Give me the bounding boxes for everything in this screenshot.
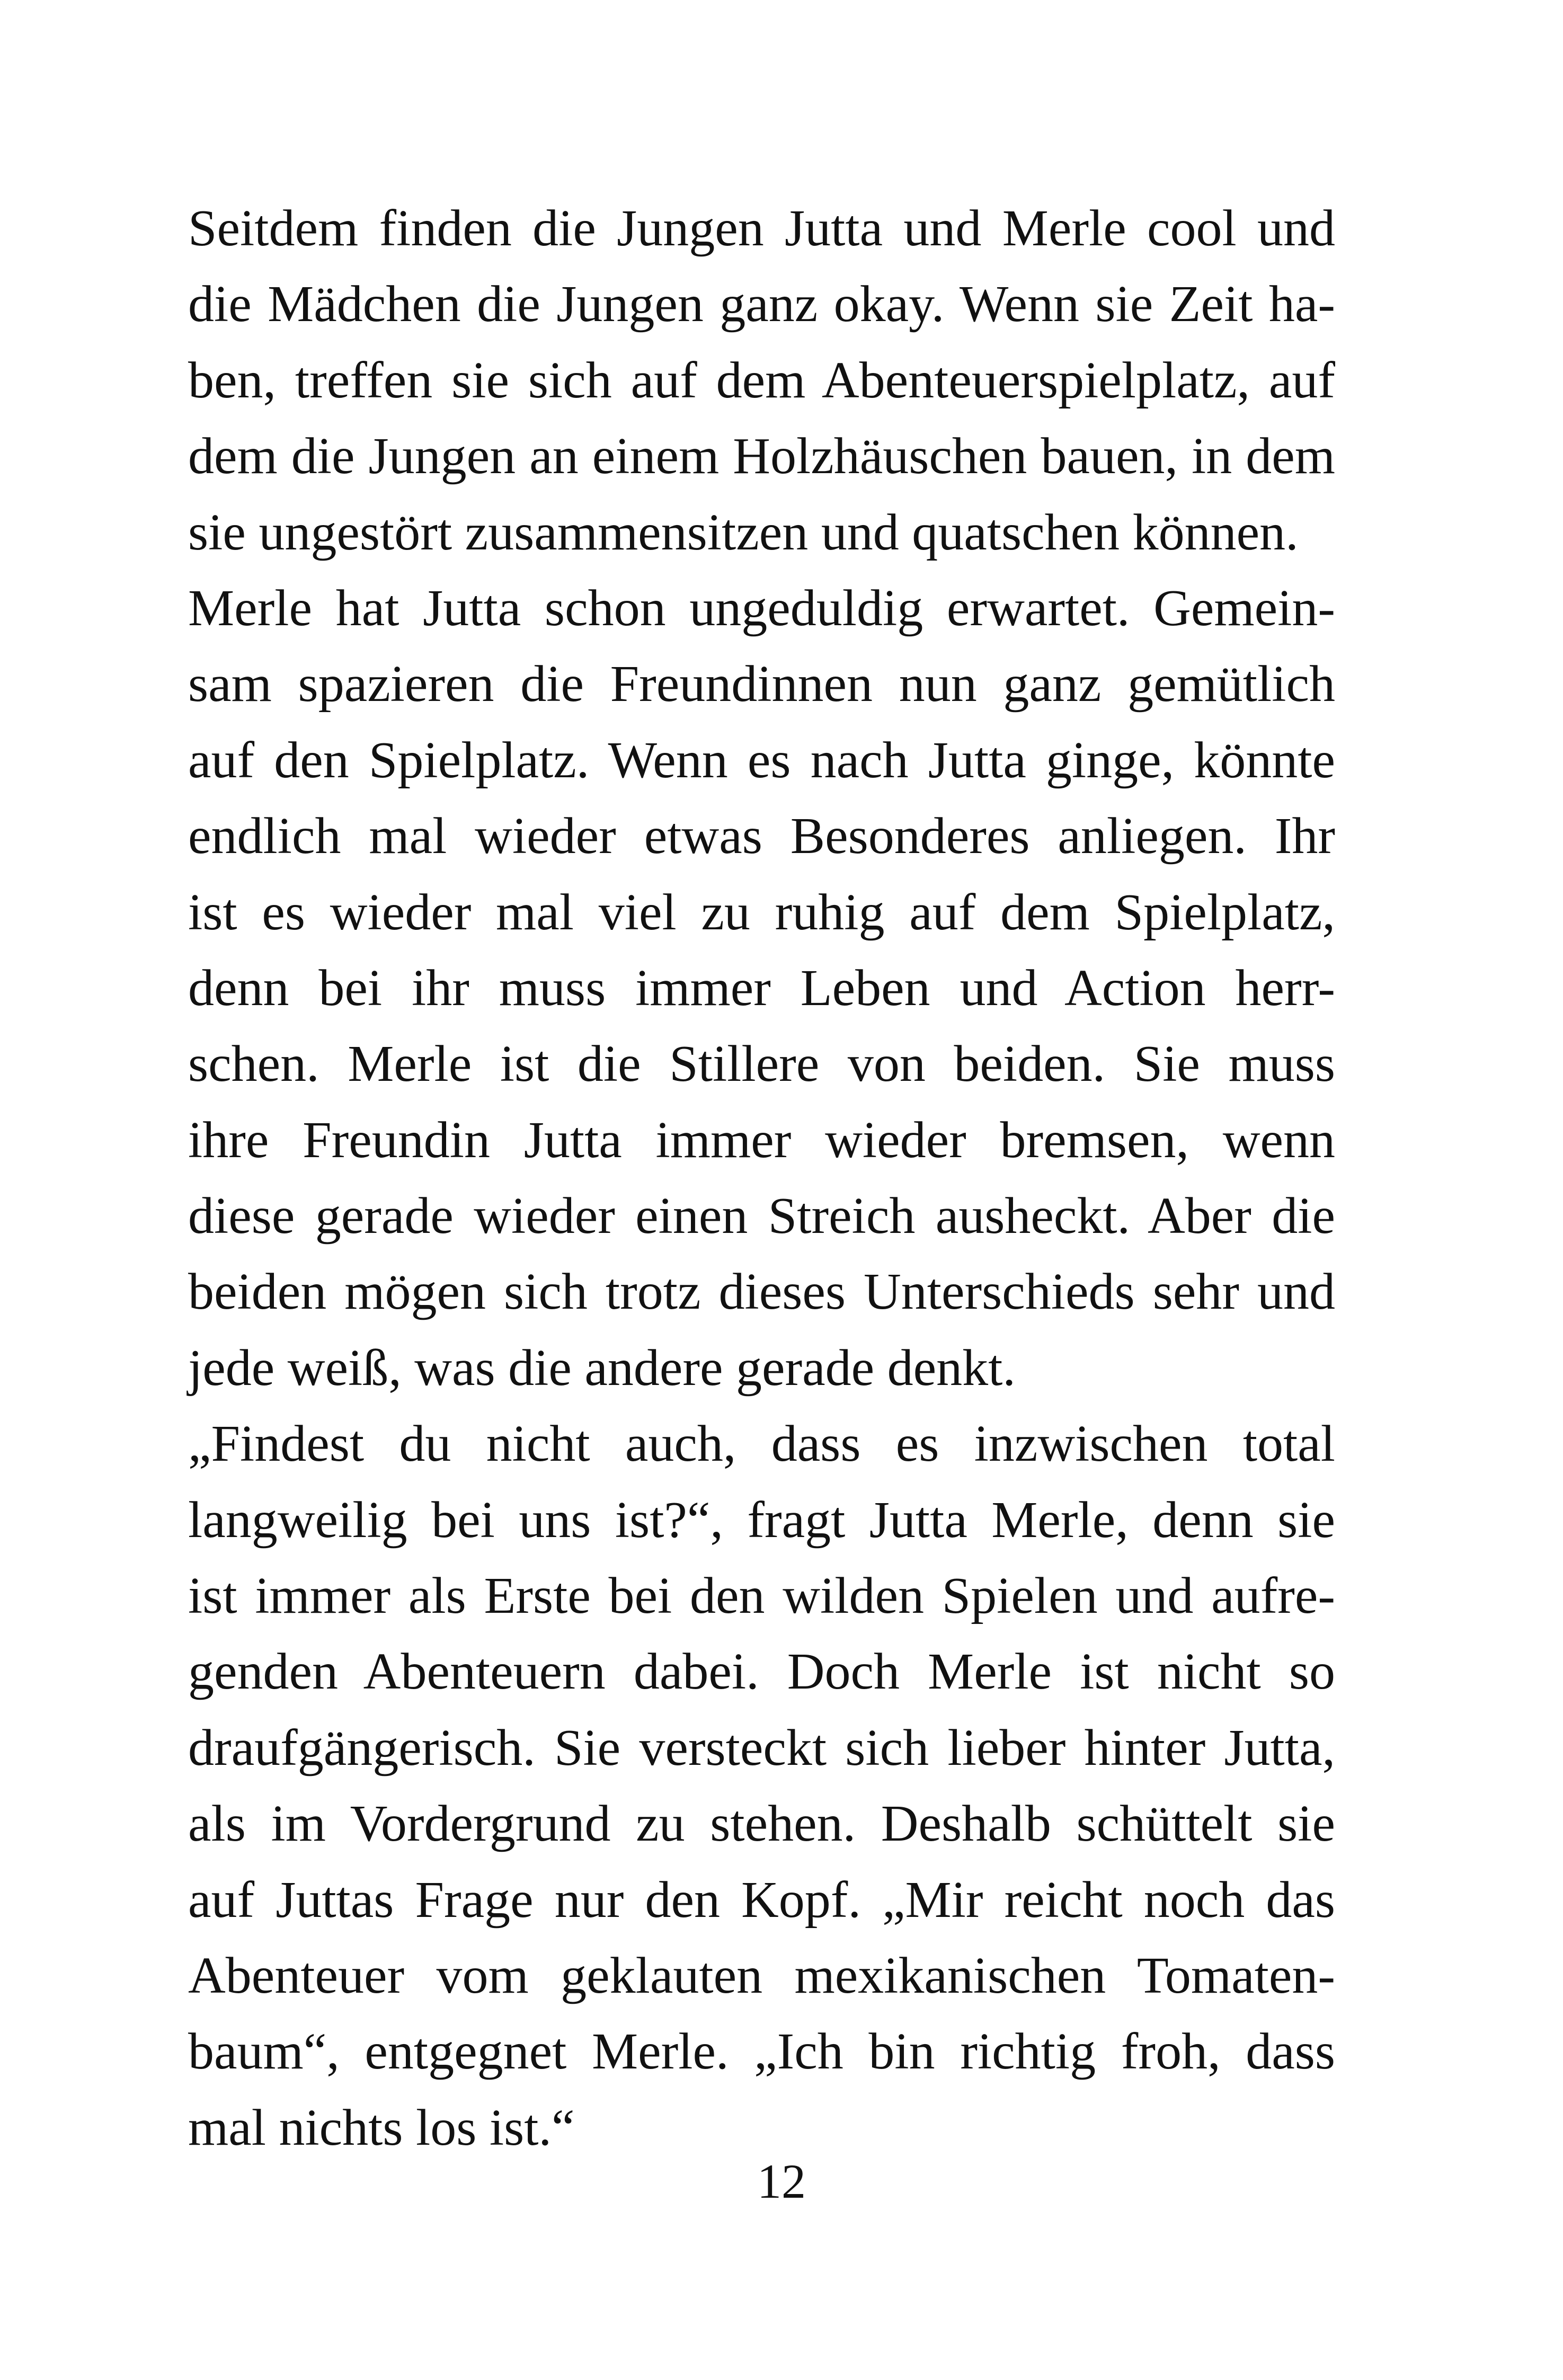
- text-line-12: schen. Merle ist die Stillere von beiden. Sie muss: [188, 1035, 1335, 1093]
- text-line-3: ben, treffen sie sich auf dem Abenteuerspielplatz, auf: [188, 351, 1335, 409]
- text-line-14: diese gerade wieder einen Streich ausheckt. Aber die: [188, 1187, 1335, 1245]
- text-line-15: beiden mögen sich trotz dieses Unterschieds sehr und: [188, 1263, 1335, 1321]
- text-line-20: genden Abenteuern dabei. Doch Merle ist nicht so: [188, 1643, 1335, 1701]
- text-line-2: die Mädchen die Jungen ganz okay. Wenn sie Zeit ha-: [188, 276, 1335, 333]
- text-line-17: „Findest du nicht auch, dass es inzwischen total: [188, 1415, 1335, 1473]
- text-line-22: als im Vordergrund zu stehen. Deshalb schüttelt sie: [188, 1795, 1335, 1853]
- text-line-1: Seitdem finden die Jungen Jutta und Merle cool und: [188, 200, 1335, 257]
- text-line-9: endlich mal wieder etwas Besonderes anliegen. Ihr: [188, 807, 1335, 865]
- text-line-8: auf den Spielplatz. Wenn es nach Jutta ginge, könnte: [188, 731, 1335, 789]
- page-number: 12: [757, 2154, 806, 2208]
- text-line-16: jede weiß, was die andere gerade denkt.: [188, 1339, 1016, 1397]
- body-text: [188, 191, 1335, 2166]
- text-line-4: dem die Jungen an einem Holzhäuschen bauen, in dem: [188, 428, 1335, 485]
- text-line-7: sam spazieren die Freundinnen nun ganz gemütlich: [188, 655, 1335, 713]
- text-line-18: langweilig bei uns ist?“, fragt Jutta Merle, denn sie: [188, 1491, 1335, 1549]
- text-line-13: ihre Freundin Jutta immer wieder bremsen, wenn: [188, 1111, 1335, 1169]
- text-line-19: ist immer als Erste bei den wilden Spielen und aufre-: [188, 1567, 1335, 1625]
- text-line-5: sie ungestört zusammensitzen und quatschen können.: [188, 503, 1299, 561]
- text-line-21: draufgängerisch. Sie versteckt sich lieber hinter Jutta,: [188, 1719, 1335, 1777]
- text-line-26: mal nichts los ist.“: [188, 2099, 575, 2156]
- text-line-6: Merle hat Jutta schon ungeduldig erwartet. Gemein-: [188, 579, 1335, 637]
- text-line-10: ist es wieder mal viel zu ruhig auf dem Spielplatz,: [188, 883, 1335, 941]
- text-line-11: denn bei ihr muss immer Leben und Action herr-: [188, 959, 1335, 1017]
- text-line-24: Abenteuer vom geklauten mexikanischen Tomaten-: [188, 1947, 1335, 2004]
- text-line-23: auf Juttas Frage nur den Kopf. „Mir reicht noch das: [188, 1871, 1335, 1929]
- text-line-25: baum“, entgegnet Merle. „Ich bin richtig froh, dass: [188, 2023, 1335, 2081]
